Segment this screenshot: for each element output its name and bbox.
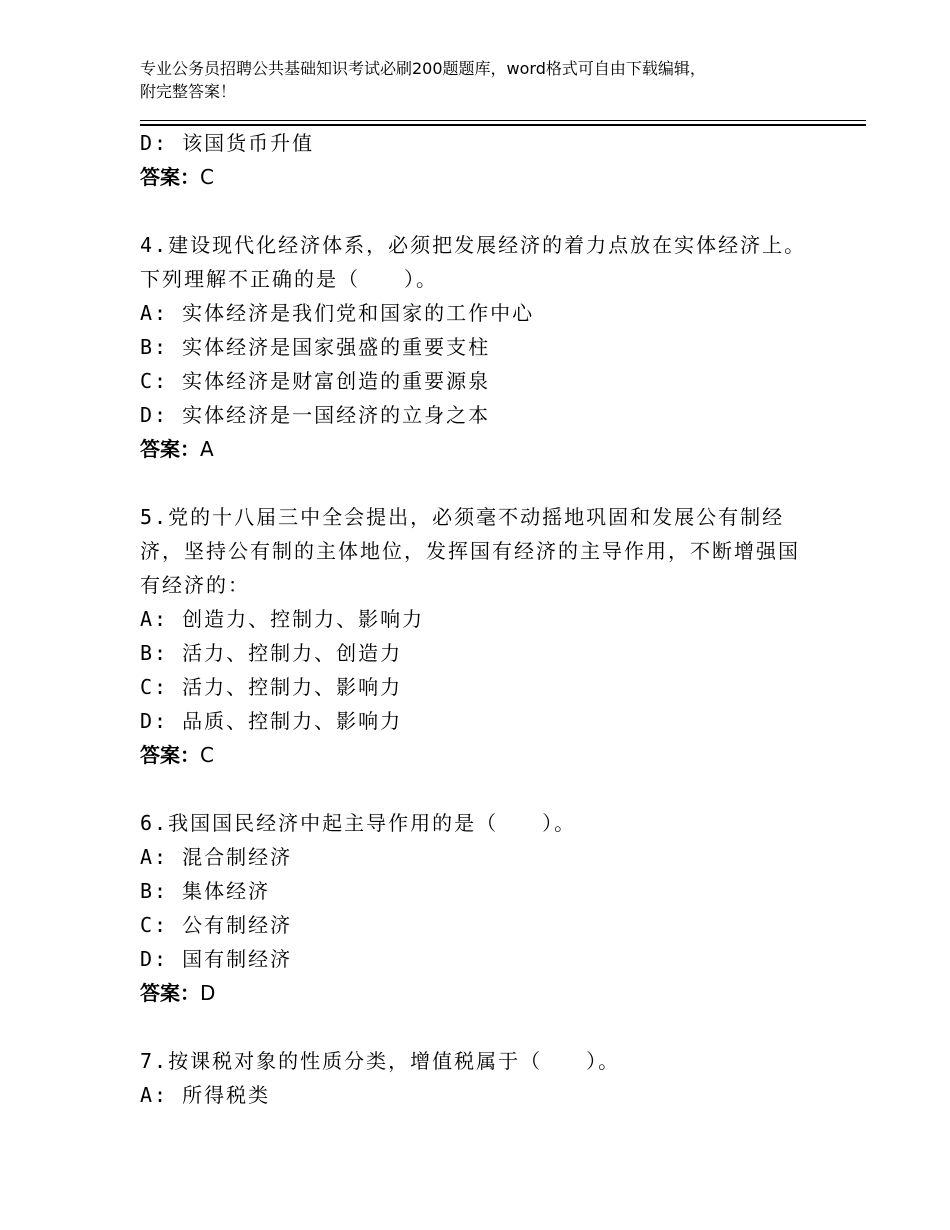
question-stem-line: 下列理解不正确的是（ ）。 xyxy=(140,267,438,291)
question-stem-line: 7.按课税对象的性质分类，增值税属于（ ）。 xyxy=(140,1049,621,1073)
option-c: C: 活力、控制力、影响力 xyxy=(140,675,403,699)
question-6 xyxy=(140,806,840,1010)
question-5 xyxy=(140,500,840,772)
question-stem-line: 4.建设现代化经济体系，必须把发展经济的着力点放在实体经济上。 xyxy=(140,233,807,257)
option-c: C: 实体经济是财富创造的重要源泉 xyxy=(140,369,491,393)
option-d: D: 该国货币升值 xyxy=(140,131,315,155)
answer-value: D xyxy=(200,981,216,1005)
question-stem-line: 有经济的： xyxy=(140,573,250,597)
answer-line xyxy=(140,432,840,466)
answer-label: 答案： xyxy=(140,981,200,1005)
option-b: B: 集体经济 xyxy=(140,879,271,903)
question-stem-line: 5.党的十八届三中全会提出，必须毫不动摇地巩固和发展公有制经 xyxy=(140,505,785,529)
option-b: B: 实体经济是国家强盛的重要支柱 xyxy=(140,335,491,359)
option-d: D: 国有制经济 xyxy=(140,947,293,971)
answer-label: 答案： xyxy=(140,437,200,461)
answer-label: 答案： xyxy=(140,743,200,767)
question-7 xyxy=(140,1044,840,1112)
option-d: D: 实体经济是一国经济的立身之本 xyxy=(140,403,491,427)
answer-label: 答案： xyxy=(140,165,200,189)
answer-value: A xyxy=(200,437,214,461)
question-3 xyxy=(140,126,840,194)
answer-value: C xyxy=(200,743,214,767)
page-header xyxy=(140,57,840,103)
option-c: C: 公有制经济 xyxy=(140,913,293,937)
answer-line xyxy=(140,738,840,772)
question-stem-line: 济，坚持公有制的主体地位，发挥国有经济的主导作用，不断增强国 xyxy=(140,539,800,563)
answer-line xyxy=(140,160,840,194)
option-a: A: 实体经济是我们党和国家的工作中心 xyxy=(140,301,535,325)
option-d: D: 品质、控制力、影响力 xyxy=(140,709,403,733)
header-line-2: 附完整答案！ xyxy=(140,82,237,101)
answer-line xyxy=(140,976,840,1010)
header-line-1: 专业公务员招聘公共基础知识考试必刷200题题库，word格式可自由下载编辑， xyxy=(140,59,706,78)
option-b: B: 活力、控制力、创造力 xyxy=(140,641,403,665)
option-a: A: 创造力、控制力、影响力 xyxy=(140,607,425,631)
question-list xyxy=(140,126,840,1112)
option-a: A: 所得税类 xyxy=(140,1083,271,1107)
question-stem-line: 6.我国国民经济中起主导作用的是（ ）。 xyxy=(140,811,577,835)
question-4 xyxy=(140,228,840,466)
option-a: A: 混合制经济 xyxy=(140,845,293,869)
answer-value: C xyxy=(200,165,214,189)
